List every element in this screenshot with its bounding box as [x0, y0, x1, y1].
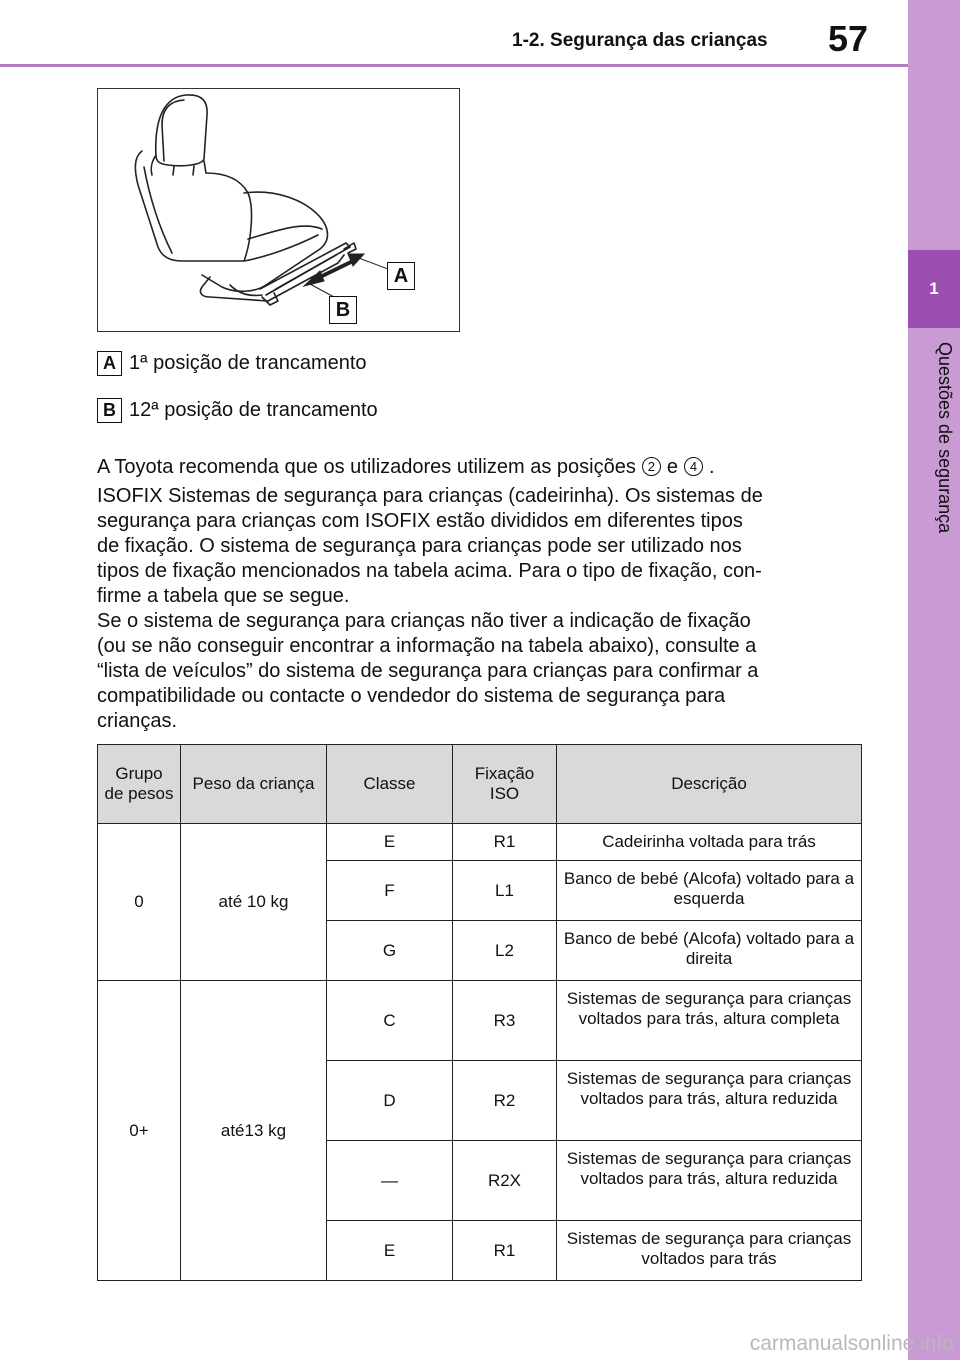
position-2-icon: 2	[642, 457, 661, 476]
isofix-table	[97, 744, 862, 1281]
header-rule	[0, 64, 908, 67]
legend-text: 1ª posição de trancamento	[129, 352, 367, 374]
paragraph-line: ISOFIX Sistemas de segurança para crianças (cadeirinha). Os sistemas de	[97, 485, 763, 507]
paragraph-line: Se o sistema de segurança para crianças não tiver a indicação de fixação	[97, 610, 751, 632]
table-row	[98, 981, 862, 1061]
legend-key: A	[97, 351, 122, 376]
paragraph-line: crianças.	[97, 710, 178, 732]
cell-weight: até 10 kg	[181, 824, 327, 981]
paragraph-line: de fixação. O sistema de segurança para crianças pode ser utilizado nos	[97, 535, 742, 557]
callout-b: B	[329, 296, 357, 324]
position-4-icon: 4	[684, 457, 703, 476]
header-fixacao: Fixação ISO	[453, 745, 557, 824]
cell-iso: R2X	[453, 1141, 557, 1221]
paragraph-line: compatibilidade ou contacte o vendedor do sistema de segurança para	[97, 685, 726, 707]
header-peso: Peso da criança	[181, 745, 327, 824]
isofix-paragraph	[97, 484, 859, 734]
cell-weight: até13 kg	[181, 981, 327, 1281]
watermark: carmanualsonline.info	[749, 1332, 954, 1355]
table-row	[98, 824, 862, 861]
header-descricao: Descrição	[557, 745, 862, 824]
cell-classe: —	[327, 1141, 453, 1221]
paragraph-line: “lista de veículos” do sistema de segurança para crianças para confirmar a	[97, 660, 759, 682]
side-strip	[908, 0, 960, 1360]
cell-classe: C	[327, 981, 453, 1061]
paragraph-line: (ou se não conseguir encontrar a informação na tabela abaixo), consulte a	[97, 635, 757, 657]
seat-illustration	[97, 88, 460, 332]
cell-description: Banco de bebé (Alcofa) voltado para a esquerda	[557, 861, 862, 921]
cell-iso: R1	[453, 1221, 557, 1281]
header-classe: Classe	[327, 745, 453, 824]
callout-a: A	[387, 262, 415, 290]
section-title: 1-2. Segurança das crianças	[512, 30, 768, 51]
cell-iso: R2	[453, 1061, 557, 1141]
chapter-tab[interactable]: 1	[908, 250, 960, 328]
recommendation-text: A Toyota recomenda que os utilizadores utilizem as posições 2 e 4 .	[97, 456, 715, 478]
cell-iso: R1	[453, 824, 557, 861]
cell-group: 0	[98, 824, 181, 981]
chapter-label: Questões de segurança	[935, 342, 955, 534]
table-header-row	[98, 745, 862, 824]
legend-item-a	[97, 351, 367, 376]
page-number: 57	[828, 18, 869, 59]
cell-description: Sistemas de segurança para crianças voltados para trás, altura reduzida	[557, 1141, 862, 1221]
paragraph-line: tipos de fixação mencionados na tabela acima. Para o tipo de fixação, con-	[97, 560, 762, 582]
legend-text: 12ª posição de trancamento	[129, 399, 378, 421]
cell-classe: E	[327, 1221, 453, 1281]
paragraph-line: firme a tabela que se segue.	[97, 585, 350, 607]
cell-description: Sistemas de segurança para crianças voltados para trás	[557, 1221, 862, 1281]
cell-iso: R3	[453, 981, 557, 1061]
header-grupo: Grupo de pesos	[98, 745, 181, 824]
cell-description: Banco de bebé (Alcofa) voltado para a direita	[557, 921, 862, 981]
cell-classe: F	[327, 861, 453, 921]
cell-classe: E	[327, 824, 453, 861]
cell-group: 0+	[98, 981, 181, 1281]
cell-description: Sistemas de segurança para crianças voltados para trás, altura reduzida	[557, 1061, 862, 1141]
cell-iso: L2	[453, 921, 557, 981]
cell-description: Cadeirinha voltada para trás	[557, 824, 862, 861]
cell-classe: G	[327, 921, 453, 981]
cell-classe: D	[327, 1061, 453, 1141]
paragraph-line: segurança para crianças com ISOFIX estão divididos em diferentes tipos	[97, 510, 743, 532]
seat-drawing-icon	[98, 89, 461, 333]
cell-description: Sistemas de segurança para crianças voltados para trás, altura completa	[557, 981, 862, 1061]
legend-key: B	[97, 398, 122, 423]
legend-item-b	[97, 398, 378, 423]
cell-iso: L1	[453, 861, 557, 921]
